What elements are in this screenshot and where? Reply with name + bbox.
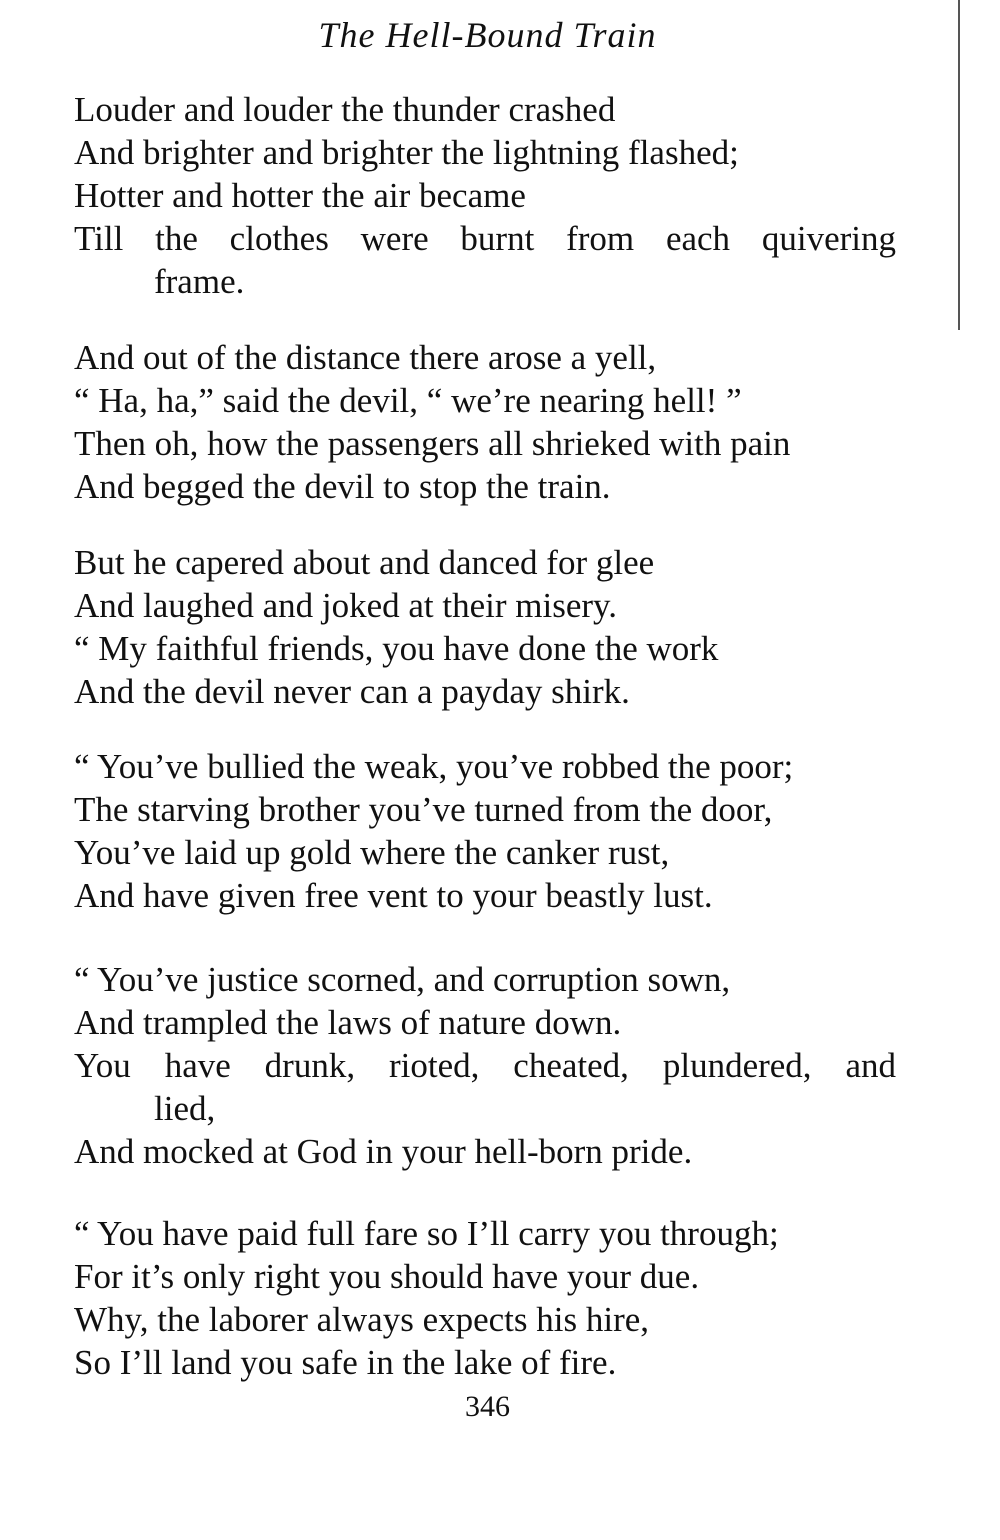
stanza-2 <box>74 336 896 508</box>
poem-line: But he capered about and danced for glee <box>74 543 655 582</box>
stanza-6 <box>74 1212 896 1384</box>
poem-line: And out of the distance there arose a yell, <box>74 338 657 377</box>
poem-line: And trampled the laws of nature down. <box>74 1003 622 1042</box>
poem-line: The starving brother you’ve turned from the door, <box>74 790 773 829</box>
stanza-3 <box>74 541 896 713</box>
page-number: 346 <box>465 1390 510 1423</box>
poem-line: Louder and louder the thunder crashed <box>74 90 616 129</box>
poem-line: And the devil never can a payday shirk. <box>74 672 630 711</box>
poem-line: You have drunk, rioted, cheated, plundered, and <box>74 1046 896 1085</box>
poem-line: “ You’ve justice scorned, and corruption sown, <box>74 960 731 999</box>
poem-line: Then oh, how the passengers all shrieked with pain <box>74 424 791 463</box>
poem-line: You’ve laid up gold where the canker rust, <box>74 833 670 872</box>
poem-line: And mocked at God in your hell-born pride. <box>74 1132 693 1171</box>
poem-line: And begged the devil to stop the train. <box>74 467 611 506</box>
poem-line: Hotter and hotter the air became <box>74 176 526 215</box>
stanza-5 <box>74 958 896 1173</box>
poem-line: “ My faithful friends, you have done the work <box>74 629 719 668</box>
poem-line: So I’ll land you safe in the lake of fire. <box>74 1343 617 1382</box>
running-head: The Hell-Bound Train <box>318 15 657 55</box>
poem-line: “ You’ve bullied the weak, you’ve robbed the poor; <box>74 747 794 786</box>
poem-line: And have given free vent to your beastly lust. <box>74 876 713 915</box>
poem-line: Why, the laborer always expects his hire, <box>74 1300 650 1339</box>
poem-line-continuation: lied, <box>154 1089 216 1128</box>
poem-line-continuation: frame. <box>154 262 245 301</box>
poem-line: Till the clothes were burnt from each quivering <box>74 219 896 258</box>
stanza-1 <box>74 88 896 303</box>
poem-line: And brighter and brighter the lightning flashed; <box>74 133 739 172</box>
poem-line: For it’s only right you should have your due. <box>74 1257 700 1296</box>
stanza-4 <box>74 745 896 917</box>
poem-line: And laughed and joked at their misery. <box>74 586 617 625</box>
poem-line: “ You have paid full fare so I’ll carry you through; <box>74 1214 779 1253</box>
poem-line: “ Ha, ha,” said the devil, “ we’re nearing hell! ” <box>74 381 742 420</box>
